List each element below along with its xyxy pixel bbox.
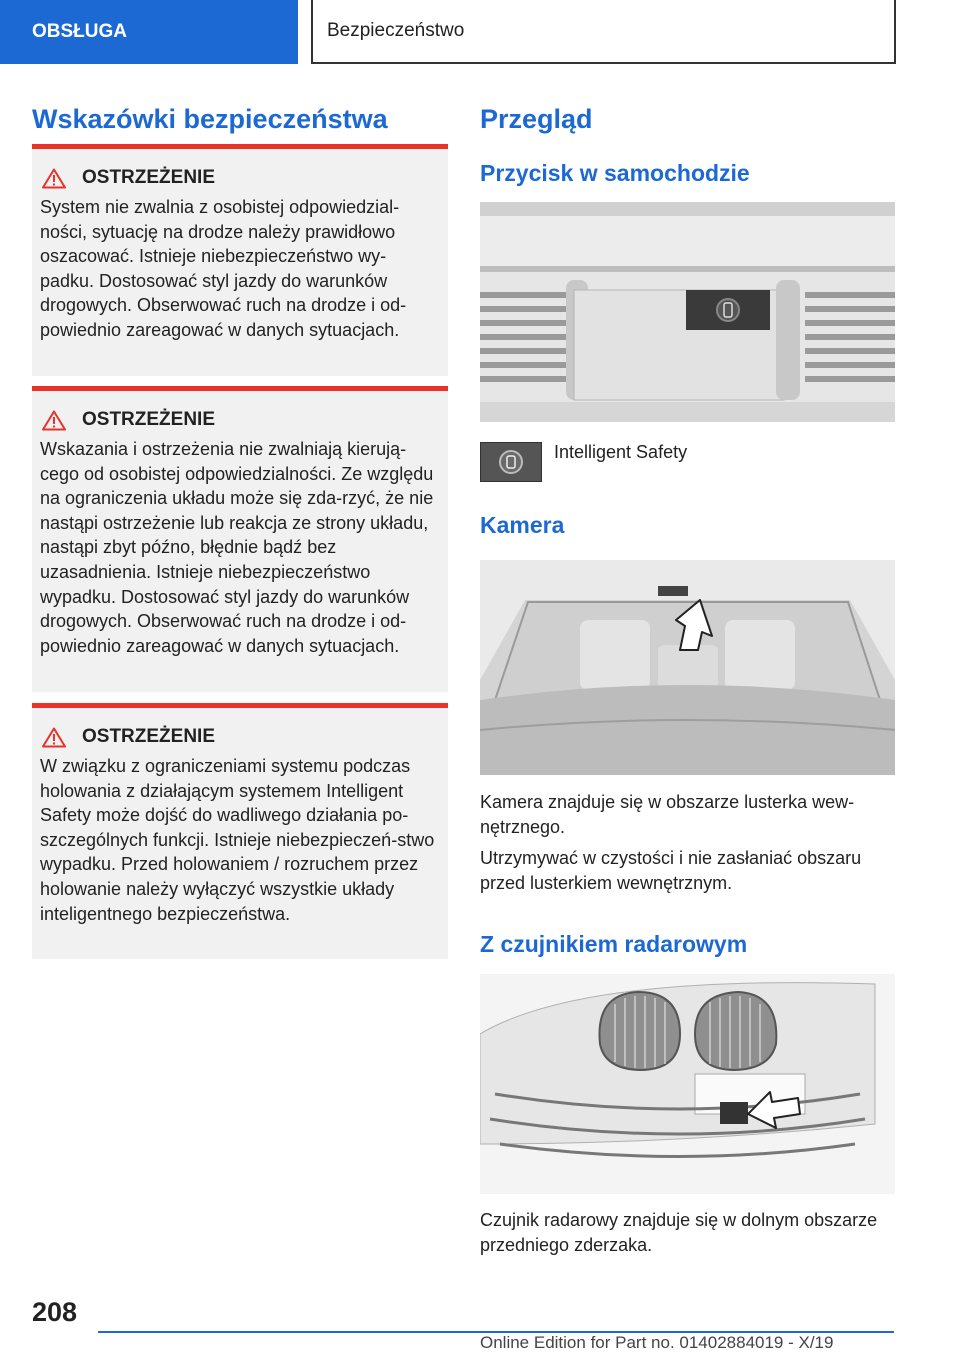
- overview-heading: Przegląd: [480, 104, 593, 134]
- dashboard-button-photo: [480, 202, 895, 422]
- warning-box-3: [32, 703, 448, 959]
- footer-edition: Online Edition for Part no. 01402884019 - X/19: [480, 1333, 834, 1352]
- radar-heading: Z czujnikiem radarowym: [480, 931, 748, 957]
- intelligent-safety-button-icon: [480, 442, 542, 482]
- page-number: 208: [32, 1297, 78, 1327]
- chapter-title-box: [311, 0, 896, 64]
- intelligent-safety-label: Intelligent Safety: [554, 442, 688, 462]
- camera-text-2: Utrzymywać w czystości i nie zasłaniać obszaru przed lusterkiem wewnętrznym.: [480, 848, 862, 893]
- section-label: OBSŁUGA: [32, 21, 127, 42]
- camera-heading: Kamera: [480, 512, 565, 538]
- section-heading: Wskazówki bezpieczeństwa: [32, 104, 388, 134]
- radar-photo: [480, 974, 895, 1194]
- camera-photo: [480, 560, 895, 775]
- warning-text: Wskazania i ostrzeżenia nie zwalniają kierują‐cego od osobistej odpowiedzialności. Ze względu na ograniczenia układu może się zda‐rzyć, że nie nastąpi ostrzeżenie lub reakcja ze strony układu, nastąpi zbyt późno, błędnie bądź bez uzasadnienia. Istnieje niebezpieczeństwo wypadku. Dostosować styl jazdy do warunków drogowych. Obserwować ruch na drodze i od‐powiednio zareagować w danych sytuacjach.: [40, 439, 434, 656]
- warning-triangle-icon: [42, 410, 66, 431]
- warning-text: W związku z ograniczeniami systemu podczas holowania z działającym systemem Intelligent Safety może dojść do wadliwego działania po‐szczególnych funkcji. Istnieje niebezpieczeń‐stwo wypadku. Przed holowaniem / rozruchem przez holowanie należy wyłączyć wszystkie układy inteligentnego bezpieczeństwa.: [40, 756, 435, 924]
- warning-triangle-icon: [42, 168, 66, 189]
- camera-text-1: Kamera znajduje się w obszarze lusterka wew‐nętrznego.: [480, 792, 855, 837]
- warning-text: System nie zwalnia z osobistej odpowiedzial‐ności, sytuację na drodze należy prawidłowo oszacować. Istnieje niebezpieczeństwo wy‐padku. Dostosować styl jazdy do warunków drogowych. Obserwować ruch na drodze i od‐powiednio zareagować w danych sytuacjach.: [40, 197, 407, 340]
- warning-title: OSTRZEŻENIE: [82, 726, 216, 747]
- warning-box-1: [32, 144, 448, 376]
- warning-triangle-icon: [42, 727, 66, 748]
- chapter-title: Bezpieczeństwo: [327, 20, 465, 41]
- warning-title-row: [40, 409, 440, 431]
- section-tab: [0, 0, 298, 64]
- warning-title-row: [40, 726, 440, 748]
- warning-box-2: [32, 386, 448, 692]
- button-heading: Przycisk w samochodzie: [480, 160, 750, 186]
- warning-title: OSTRZEŻENIE: [82, 167, 216, 188]
- warning-title: OSTRZEŻENIE: [82, 409, 216, 430]
- warning-title-row: [40, 167, 440, 189]
- radar-text: Czujnik radarowy znajduje się w dolnym obszarze przedniego zderzaka.: [480, 1210, 878, 1255]
